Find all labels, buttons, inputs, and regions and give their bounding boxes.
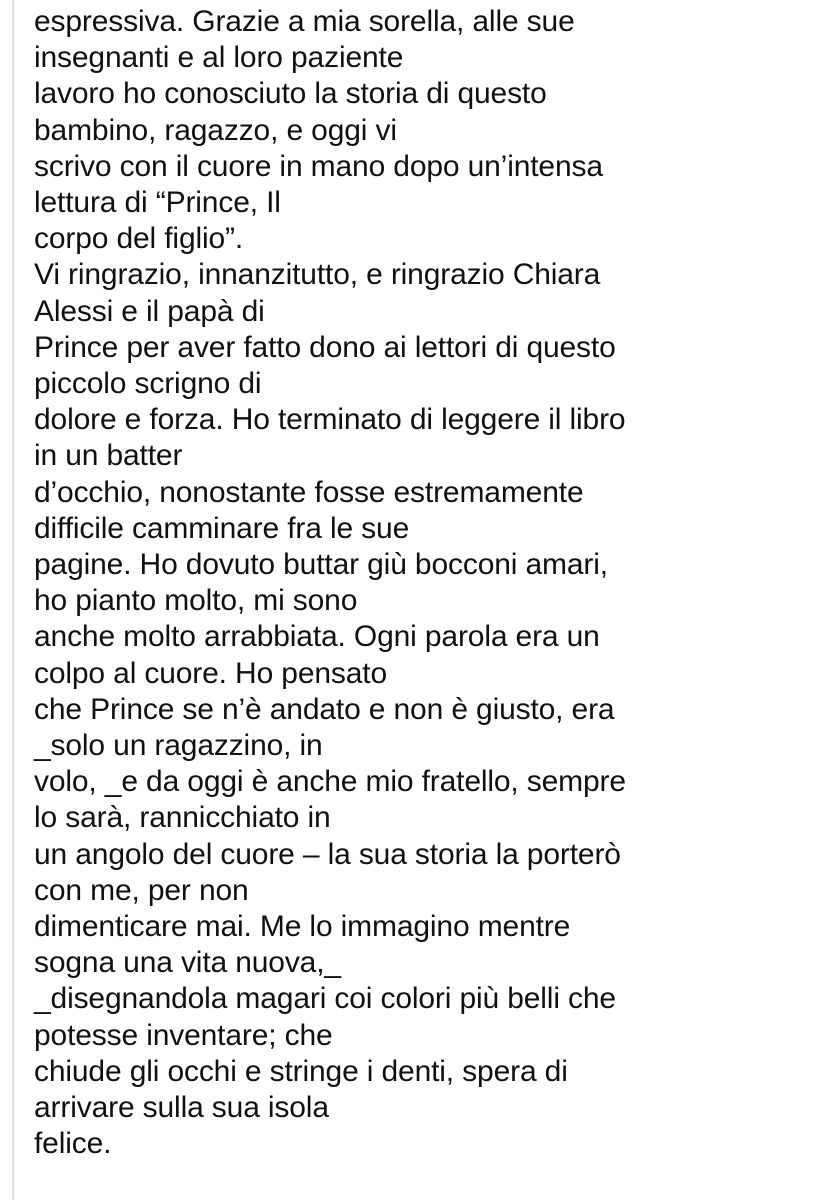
text-line: corpo del figlio”. [34, 222, 244, 256]
left-margin-rule [12, 0, 14, 1200]
text-line: anche molto arrabbiata. Ogni parola era un [34, 620, 600, 654]
text-line: Alessi e il papà di [34, 294, 265, 328]
document-text [34, 4, 824, 1163]
text-line: felice. [34, 1127, 112, 1161]
text-line: espressiva. Grazie a mia sorella, alle sue [34, 5, 575, 38]
text-line: chiude gli occhi e stringe i denti, spera di [34, 1054, 568, 1088]
text-line: volo, _e da oggi è anche mio fratello, sempre [34, 765, 626, 799]
text-line: _solo un ragazzino, in [34, 729, 323, 763]
text-line: lavoro ho conosciuto la storia di questo [34, 77, 547, 111]
text-line: lettura di “Prince, Il [34, 186, 281, 220]
text-line: scrivo con il cuore in mano dopo un’intensa [34, 149, 603, 183]
text-line: piccolo scrigno di [34, 367, 262, 401]
text-line: bambino, ragazzo, e oggi vi [34, 113, 397, 147]
text-line: colpo al cuore. Ho pensato [34, 656, 387, 690]
text-line: lo sarà, rannicchiato in [34, 801, 331, 835]
text-line: dolore e forza. Ho terminato di leggere il libro [34, 403, 626, 437]
text-line: un angolo del cuore – la sua storia la porterò [34, 837, 621, 871]
text-line: pagine. Ho dovuto buttar giù bocconi amari, [34, 548, 608, 582]
text-line: sogna una vita nuova,_ [34, 946, 341, 980]
text-line: potesse inventare; che [34, 1018, 333, 1052]
text-line: Prince per aver fatto dono ai lettori di questo [34, 330, 616, 364]
text-line: ho pianto molto, mi sono [34, 584, 358, 618]
text-line: con me, per non [34, 873, 249, 907]
text-line: che Prince se n’è andato e non è giusto, era [34, 692, 615, 726]
text-line: _disegnandola magari coi colori più belli che [34, 982, 616, 1016]
text-line: difficile camminare fra le sue [34, 511, 410, 545]
text-line: in un batter [34, 439, 183, 473]
text-line: insegnanti e al loro paziente [34, 41, 404, 75]
text-line: dimenticare mai. Me lo immagino mentre [34, 910, 571, 944]
text-line: arrivare sulla sua isola [34, 1091, 329, 1125]
text-line: d’occhio, nonostante fosse estremamente [34, 475, 584, 509]
text-line: Vi ringrazio, innanzitutto, e ringrazio Chiara [34, 258, 601, 292]
